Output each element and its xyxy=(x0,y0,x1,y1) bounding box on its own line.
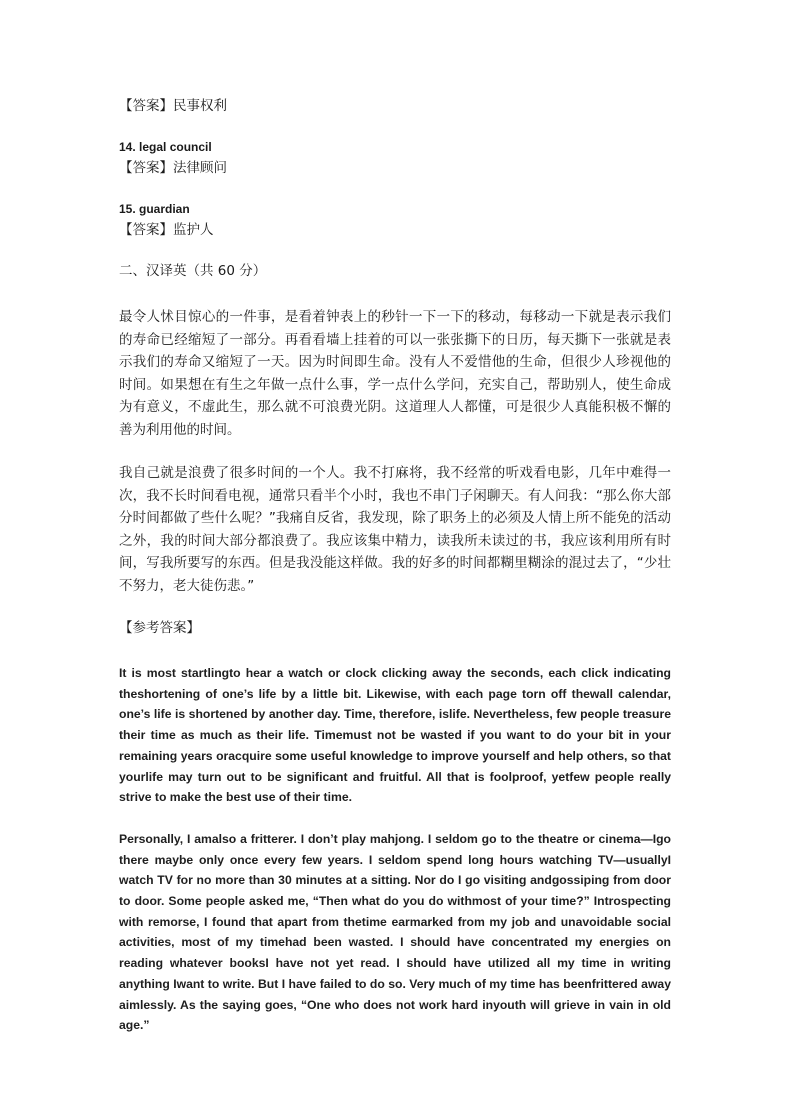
reference-answer-heading: 【参考答案】 xyxy=(119,620,200,636)
term-14: 14. legal council xyxy=(119,140,212,154)
answer-13: 【答案】民事权利 xyxy=(119,98,227,114)
answer-15: 【答案】监护人 xyxy=(119,222,214,238)
english-paragraph-1: It is most startlingto hear a watch or clock clicking away the seconds, each click indicating theshortening of one’s life by a little bit. Likewise, with each page torn off thewall calendar, one’s life is shortened by another day. Time, therefore, islife. Nevertheless, few people treasure their time as much as their life. Timemust not be wasted if you want to do your bit in your remaining years oracquire some useful knowledge to improve yourself and help others, so that yourlife may turn out to be significant and fruitful. All that is foolproof, yetfew people really strive to make the best use of their time. xyxy=(119,666,671,805)
term-15: 15. guardian xyxy=(119,202,190,216)
answer-14: 【答案】法律顾问 xyxy=(119,160,227,176)
document-page xyxy=(119,96,671,1036)
chinese-paragraph-2: 我自己就是浪费了很多时间的一个人。我不打麻将，我不经常的听戏看电影，几年中难得一次，我不长时间看电视，通常只看半个小时，我也不串门子闲聊天。有人问我：“那么你大部分时间都做了些什么呢？”我痛自反省，我发现，除了职务上的必须及人情上所不能免的活动之外，我的时间大部分都浪费了。我应该集中精力，读我所未读过的书，我应该利用所有时间，写我所要写的东西。但是我没能这样做。我的好多的时间都糊里糊涂的混过去了，“少壮不努力，老大徒伤悲。” xyxy=(119,465,671,594)
english-paragraph-2: Personally, I amalso a fritterer. I don’t play mahjong. I seldom go to the theatre or cinema—Igo there maybe only once every few years. I seldom spend long hours watching TV—usuallyI watch TV for no more than 30 minutes at a sitting. Nor do I go visiting andgossiping from door to door. Some people asked me, “Then what do you do withmost of your time?” Introspecting with remorse, I found that apart from thetime earmarked from my job and unavoidable social activities, most of my timehad been wasted. I should have concentrated my energies on reading whatever booksI have not yet read. I should have utilized all my time in writing anything Iwant to write. But I have failed to do so. Very much of my time has beenfrittered away aimlessly. As the saying goes, “One who does not work hard inyouth will grieve in vain in old age.” xyxy=(119,831,671,1033)
section-heading: 二、汉译英（共 60 分） xyxy=(119,263,267,279)
chinese-paragraph-1: 最令人怵目惊心的一件事，是看着钟表上的秒针一下一下的移动，每移动一下就是表示我们的寿命已经缩短了一部分。再看看墙上挂着的可以一张张撕下的日历，每天撕下一张就是表示我们的寿命又缩短了一天。因为时间即生命。没有人不爱惜他的生命，但很少人珍视他的时间。如果想在有生之年做一点什么事，学一点什么学问，充实自己，帮助别人，使生命成为有意义，不虚此生，那么就不可浪费光阴。这道理人人都懂，可是很少人真能积极不懈的善为利用他的时间。 xyxy=(119,309,671,438)
